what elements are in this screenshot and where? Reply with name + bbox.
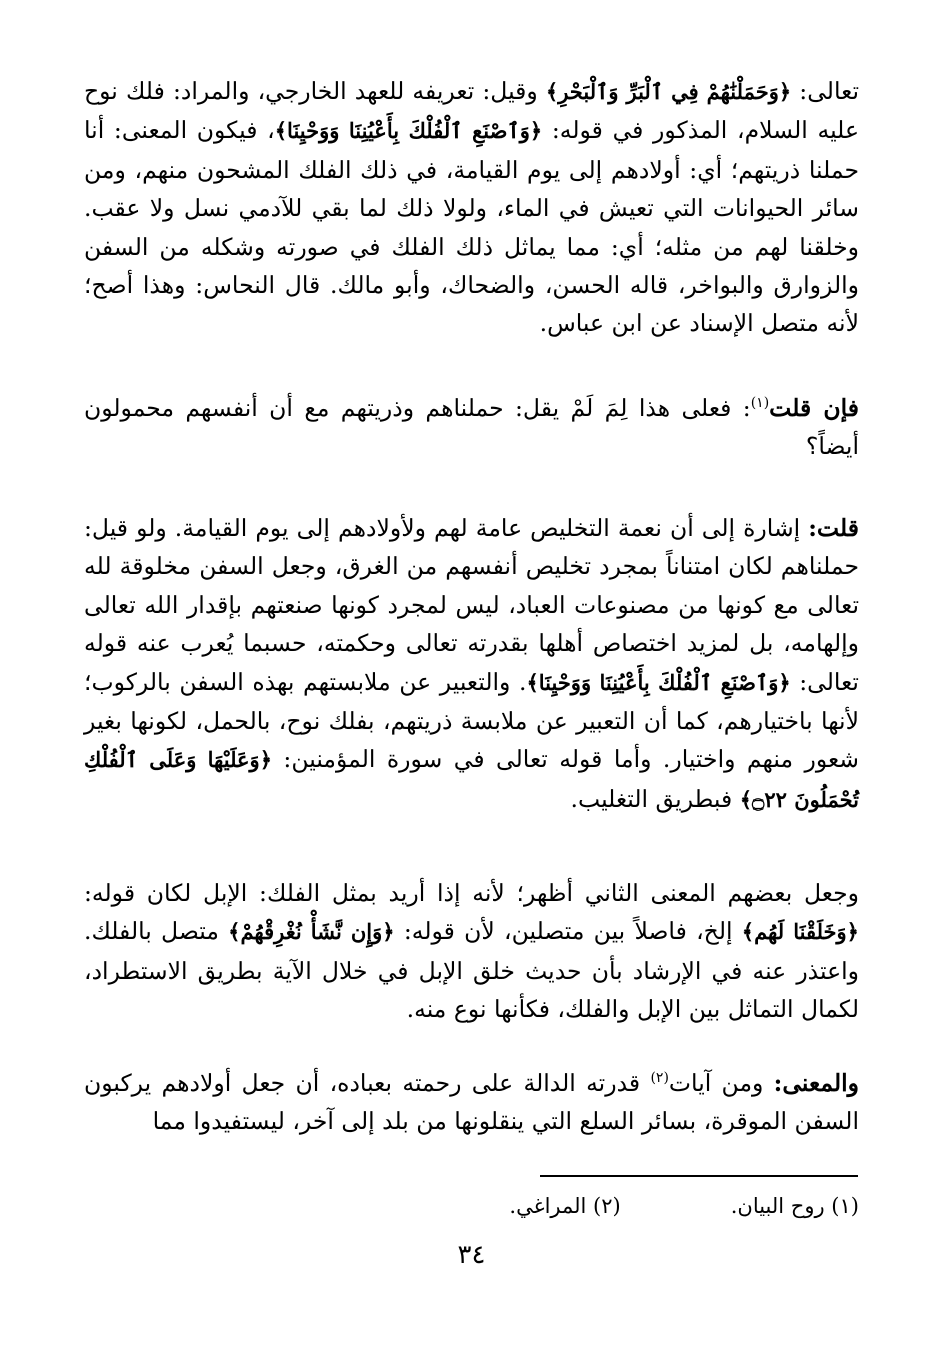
quran-verse: ﴿وَٱصْنَعِ ٱلْفُلْكَ بِأَعْيُنِنَا وَوَحْيِنَا﴾ [274,118,543,144]
paragraph-2 [84,389,859,466]
footnote-ref: (١) [750,395,770,412]
footnote-ref: (٢) [650,1070,669,1087]
text-run: وقيل: تعريفه للعهد الخارجي، والمراد: فلك نوح عليه السلام، المذكور في قوله: [84,77,859,145]
lead-word: قلت: [808,514,859,542]
footnote-divider [540,1175,858,1177]
lead-word: والمعنى: [773,1069,859,1097]
text-run: ، فيكون المعنى: أنا حملنا ذريتهم؛ أي: أولادهم إلى يوم القيامة، في ذلك الفلك المشحون منهم، ومن سائر الحيوانات التي تعيش في الماء، ولولا ذلك لما بقي للآدمي نسل ولا عقب. وخلقنا لهم من مثله؛ أي: مما يماثل ذلك الفلك في صورته وشكله من السفن والزوارق والبواخر، قاله الحسن، والضحاك، وأبو مالك. قال النحاس: وهذا أصح؛ لأنه متصل الإسناد عن ابن عباس. [84,116,859,338]
text-run: فبطريق التغليب. [570,784,740,813]
text-run: . والتعبير عن ملابستهم بهذه السفن بالركوب؛ لأنها باختيارهم، كما أن التعبير عن ملابسة ذريتهم، بفلك نوح، بالحمل، لكونها بغير شعور منهم واختيار. وأما قوله تعالى في سورة المؤمنين: [84,667,859,774]
text-run: متصل بالفلك. واعتذر عنه في الإرشاد بأن حديث خلق الإبل في خلال الآية بطريق الاستطراد، لكمال التماثل بين الإبل والفلك، فكأنها نوع منه. [84,917,859,1024]
paragraph-5 [84,1064,859,1141]
lead-word: فإن قلت [769,394,859,422]
paragraph-1 [84,72,859,343]
text-run: وجعل بعضهم المعنى الثاني أظهر؛ لأنه إذا أريد بمثل الفلك: الإبل لكان قوله: [84,879,859,907]
quran-verse: ﴿وَٱصْنَعِ ٱلْفُلْكَ بِأَعْيُنِنَا وَوَحْيِنَا﴾ [526,669,791,695]
quran-verse: ﴿وَعَلَيْهَا وَعَلَى ٱلْفُلْكِ تُحْمَلُونَ ۝٢٢﴾ [84,747,859,812]
quran-verse: ﴿وَحَمَلْنَٰهُمْ فِي ٱلْبَرِّ وَٱلْبَحْرِ﴾ [545,79,792,104]
text-run: إشارة إلى أن نعمة التخليص عامة لهم ولأولادهم إلى يوم القيامة. ولو قيل: حملناهم لكان امتناناً بمجرد تخليص أنفسهم من الغرق، وجعل السفن مخلوقة لله تعالى مع كونها من مصنوعات العباد، ليس لمجرد كونها صنعتهم بإقدار الله تعالى وإلهامه، بل لمزيد اختصاص أهلها بقدرته تعالى وحكمته، حسبما يُعرب عنه قوله تعالى: [84,514,859,696]
paragraph-4 [84,874,859,1029]
quran-verse: ﴿وَخَلَقْنَا لَهُم﴾ [741,919,859,945]
text-run: تعالى: [791,77,859,105]
text-run: ومن آيات [668,1069,774,1097]
quran-verse: ﴿وَإِن نَّشَأْ نُغْرِقْهُمْ﴾ [228,919,395,945]
text-run: إلخ، فاصلاً بين متصلين، لأن قوله: [394,917,742,946]
footnotes [84,1191,859,1221]
paragraph-3 [84,509,859,819]
footnote-2: (٢) المراغي. [509,1194,621,1218]
text-run: : فعلى هذا لِمَ لَمْ يقل: حملناهم وذريتهم مع أن أنفسهم محمولون أيضاً؟ [84,394,859,461]
page-number: ٣٤ [457,1240,486,1270]
footnote-1: (١) روح البيان. [730,1194,859,1218]
text-run: قدرته الدالة على رحمته بعباده، أن جعل أولادهم يركبون السفن الموقرة، بسائر السلع التي ينقلونها من بلد إلى آخر، ليستفيدوا مما [84,1069,859,1136]
